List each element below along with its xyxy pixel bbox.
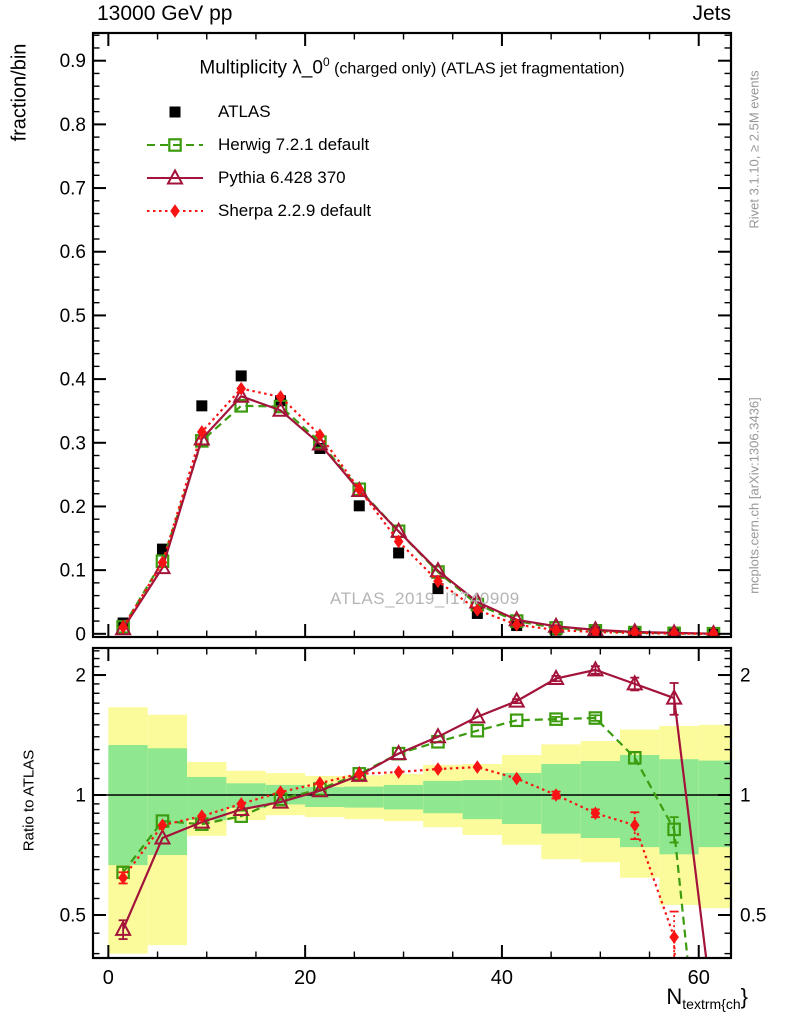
plot-title — [93, 55, 731, 79]
analysis-watermark: ATLAS_2019_I1740909 — [330, 589, 520, 608]
svg-text:0.5: 0.5 — [59, 305, 86, 327]
svg-text:2: 2 — [75, 665, 86, 687]
svg-text:0.2: 0.2 — [59, 496, 86, 518]
legend-item-atlas — [146, 95, 371, 128]
rivet-version-note: Rivet 3.1.10, ≥ 2.5M events — [746, 70, 762, 229]
legend-label-herwig: Herwig 7.2.1 default — [218, 134, 370, 154]
legend-marker-herwig-icon — [146, 135, 204, 155]
svg-text:1: 1 — [75, 785, 86, 807]
svg-text:0.7: 0.7 — [59, 178, 86, 200]
svg-text:0: 0 — [75, 624, 86, 646]
svg-text:0.5: 0.5 — [740, 905, 767, 927]
svg-text:0: 0 — [102, 967, 114, 989]
legend-item-pythia — [146, 161, 371, 194]
x-axis-title-subscript: textrm{ch — [682, 996, 741, 1012]
legend-label-sherpa: Sherpa 2.2.9 default — [218, 200, 372, 220]
legend-label-pythia: Pythia 6.428 370 — [218, 167, 346, 187]
plot-title-note: (charged only) (ATLAS jet fragmentation) — [329, 60, 625, 78]
svg-text:0.5: 0.5 — [59, 905, 86, 927]
x-axis-title-base: N — [666, 984, 683, 1009]
ratio-y-axis-title: Ratio to ATLAS — [20, 749, 38, 852]
svg-text:0.3: 0.3 — [59, 433, 86, 455]
svg-text:0.9: 0.9 — [59, 51, 86, 73]
svg-text:0.4: 0.4 — [59, 369, 86, 391]
beam-energy-label: 13000 GeV pp — [97, 2, 233, 25]
legend-marker-pythia-icon — [146, 168, 204, 188]
legend-item-sherpa — [146, 194, 371, 227]
svg-text:40: 40 — [490, 967, 514, 989]
x-axis-title — [666, 984, 748, 1012]
svg-text:60: 60 — [687, 967, 710, 989]
legend-marker-sherpa-icon — [146, 201, 204, 221]
svg-text:20: 20 — [294, 967, 317, 989]
plot-title-superscript: 0 — [322, 55, 330, 69]
svg-text:0.1: 0.1 — [59, 560, 86, 582]
plot-title-main: Multiplicity λ_0 — [199, 57, 323, 79]
svg-text:0.8: 0.8 — [59, 114, 86, 136]
svg-text:2: 2 — [740, 665, 751, 687]
svg-text:1: 1 — [740, 785, 751, 807]
legend-item-herwig — [146, 128, 371, 161]
legend-marker-atlas-icon — [146, 102, 204, 122]
main-y-axis-title: fraction/bin — [8, 43, 31, 142]
svg-text:0.6: 0.6 — [59, 242, 86, 264]
legend-label-atlas: ATLAS — [218, 101, 271, 121]
mcplots-reference-note: mcplots.cern.ch [arXiv:1306.3436] — [746, 397, 762, 594]
legend — [146, 95, 371, 227]
analysis-group-label: Jets — [692, 2, 731, 25]
x-axis-title-brace: } — [740, 984, 748, 1009]
